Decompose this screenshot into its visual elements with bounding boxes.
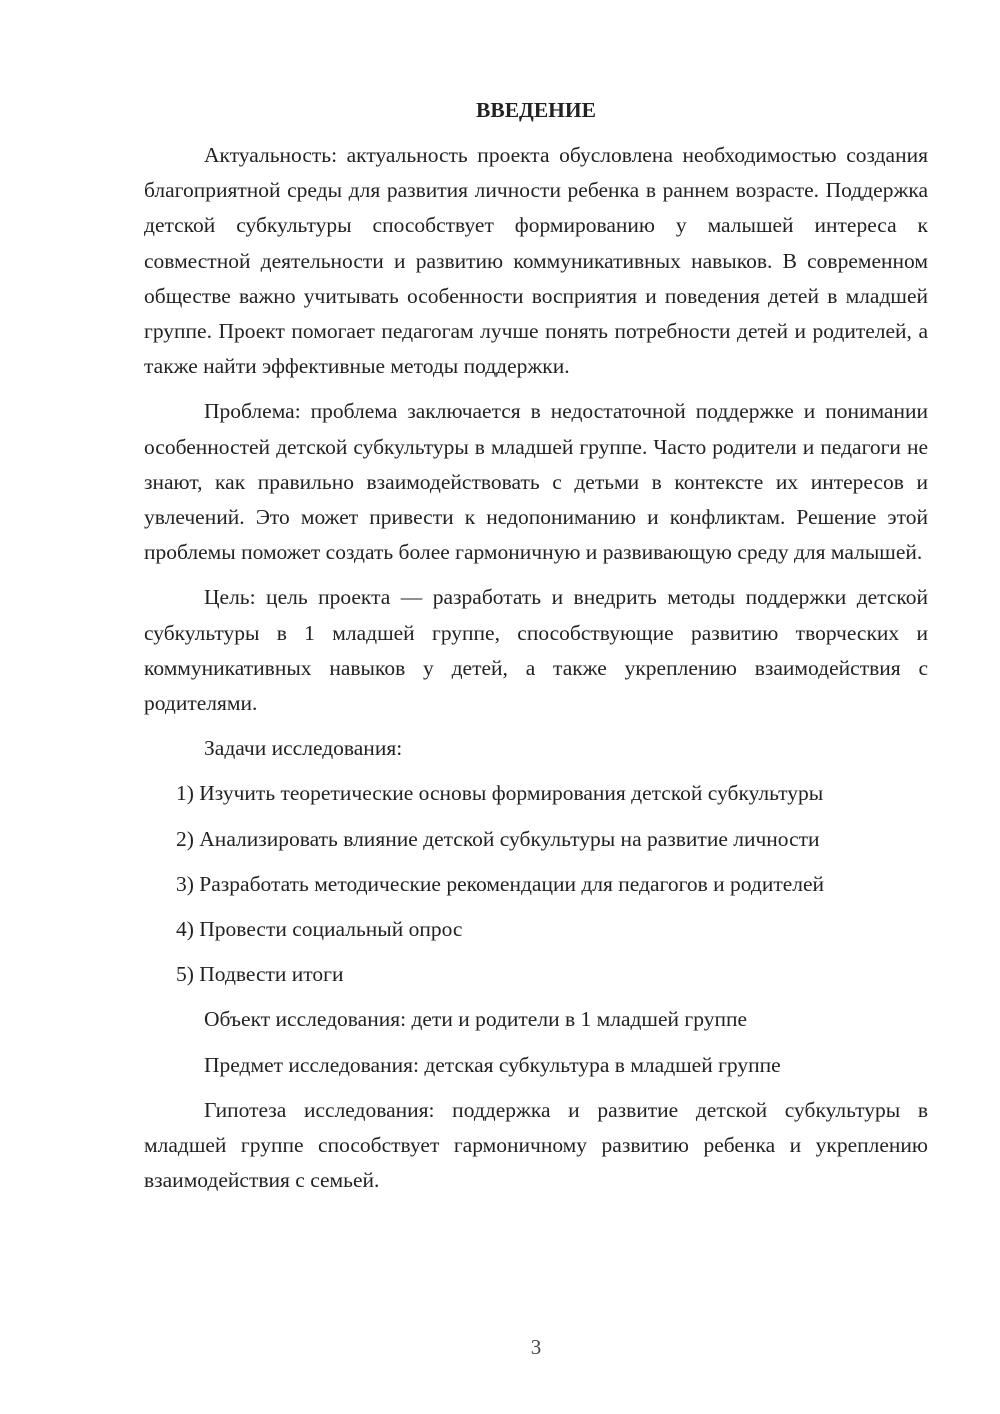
page-title: ВВЕДЕНИЕ — [476, 98, 596, 122]
task-item: 1) Изучить теоретические основы формирования детской субкультуры — [176, 781, 824, 806]
research-subject: Предмет исследования: детская субкультура в младшей группе — [204, 1052, 781, 1077]
problem-paragraph: Проблема: проблема заключается в недостаточной поддержке и понимании особенностей детской субкультуры в младшей группе. Часто родители и педагоги не знают, как правильно взаимодействовать с детьми в контексте их интересов и увлечений. Это может привести к недопониманию и конфликтам. Решение этой проблемы поможет создать более гармоничную и развивающую среду для малышей. — [144, 399, 928, 565]
task-item: 2) Анализировать влияние детской субкультуры на развитие личности — [176, 826, 820, 851]
task-item: 3) Разработать методические рекомендации для педагогов и родителей — [176, 871, 825, 896]
goal-paragraph: Цель: цель проекта — разработать и внедрить методы поддержки детской субкультуры в 1 младшей группе, способствующие развитию творческих и коммуникативных навыков у детей, а также укреплению взаимодействия с родителями. — [144, 585, 928, 716]
research-object: Объект исследования: дети и родители в 1 младшей группе — [204, 1007, 748, 1032]
relevance-paragraph: Актуальность: актуальность проекта обусловлена необходимостью создания благоприятной среды для развития личности ребенка в раннем возрасте. Поддержка детской субкультуры способствует формированию у малышей интереса к совместной деятельности и развитию коммуникативных навыков. В современном обществе важно учитывать особенности восприятия и поведения детей в младшей группе. Проект помогает педагогам лучше понять потребности детей и родителей, а также найти эффективные методы поддержки. — [144, 143, 928, 379]
task-item: 5) Подвести итоги — [176, 962, 344, 987]
task-item: 4) Провести социальный опрос — [176, 917, 463, 942]
hypothesis-paragraph: Гипотеза исследования: поддержка и развитие детской субкультуры в младшей группе способствует гармоничному развитию ребенка и укреплению взаимодействия с семьей. — [144, 1097, 928, 1193]
document-page — [144, 94, 928, 1208]
page-number: 3 — [530, 1335, 542, 1359]
tasks-heading: Задачи исследования: — [204, 736, 403, 761]
